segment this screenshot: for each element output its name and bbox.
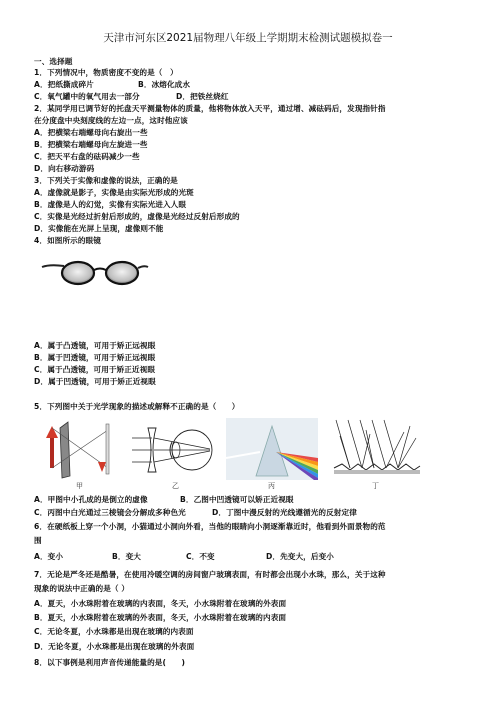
- question-7-stem-line1: 7．无论是严冬还是酷暑，在使用冷暖空调的房间窗户玻璃表面，有时都会出现小水珠，那么，关于这种: [34, 570, 386, 579]
- q5-option-ab: [34, 495, 464, 505]
- q6-options: [34, 552, 464, 562]
- q2-option-c: C．把天平右盘的砝码减少一些: [34, 152, 140, 161]
- question-2-stem-line1: 2．某同学用已调节好的托盘天平测量物体的质量，他将物体放入天平，通过增、减砝码后，发现指针指: [34, 104, 386, 113]
- question-1-stem: 1．下列情况中，物质密度不变的是（ ）: [34, 68, 178, 77]
- prism-figure: [226, 418, 318, 480]
- concave-lens-eye-figure: [130, 422, 218, 478]
- section-heading: 一、选择题: [34, 57, 73, 66]
- diffuse-reflection-figure: [330, 418, 422, 480]
- q2-option-a: A．把横梁右端螺母向右旋出一些: [34, 128, 148, 137]
- figure-label-jia: 甲: [76, 482, 83, 490]
- q6-d-text: D．先变大，后变小: [266, 552, 334, 561]
- q1-c-text: C．氧气罐中的氧气用去一部分: [34, 92, 140, 101]
- question-5-stem: 5．下列图中关于光学现象的描述或解释不正确的是（ ）: [34, 402, 240, 411]
- question-4-stem: 4．如图所示的眼镜: [34, 236, 101, 245]
- question-2-stem-line2: 在分度盘中央刻度线的左边一点，这时他应该: [34, 116, 188, 125]
- q4-option-b: B．属于凹透镜，可用于矫正远视眼: [34, 353, 156, 362]
- q3-option-d: D．实像能在光屏上呈现，虚像则不能: [34, 224, 164, 233]
- q1-option-a: [34, 80, 464, 90]
- page-title: 天津市河东区2021届物理八年级上学期期末检测试题模拟卷一: [103, 32, 393, 44]
- pinhole-figure: [38, 418, 120, 480]
- question-6-stem-line2: 围: [34, 536, 42, 545]
- q3-option-a: A．虚像就是影子，实像是由实际光形成的光斑: [34, 188, 194, 197]
- question-3-stem: 3．下列关于实像和虚像的说法，正确的是: [34, 176, 178, 185]
- figure-label-yi: 乙: [172, 482, 179, 490]
- q3-option-b: B．虚像是人的幻觉，实像有实际光进入人眼: [34, 200, 187, 209]
- q4-option-d: D．属于凹透镜，可用于矫正近视眼: [34, 377, 156, 386]
- q1-option-c: [34, 92, 464, 102]
- q6-c-text: C．不变: [186, 552, 215, 561]
- q7-option-a: A．夏天，小水珠附着在玻璃的内表面，冬天，小水珠附着在玻璃的外表面: [34, 599, 287, 608]
- question-8-stem: 8．以下事例是利用声音传递能量的是( ): [34, 658, 186, 667]
- q2-option-d: D．向右移动游码: [34, 164, 95, 173]
- q4-option-c: C．属于凸透镜，可用于矫正近视眼: [34, 365, 156, 374]
- q5-a-text: A．甲图中小孔成的是倒立的虚像: [34, 495, 148, 504]
- question-6-stem-line1: 6．在硬纸板上穿一个小洞，小猫通过小洞向外看，当他的眼睛向小洞逐渐靠近时，他看到外面景物的范: [34, 522, 386, 531]
- glasses-figure: [40, 255, 150, 291]
- figure-label-ding: 丁: [372, 482, 379, 490]
- figure-label-bing: 丙: [268, 482, 275, 490]
- q7-option-c: C．无论冬夏，小水珠都是出现在玻璃的内表面: [34, 627, 194, 636]
- q3-option-c: C．实像是光经过折射后形成的，虚像是光经过反射后形成的: [34, 212, 240, 221]
- q1-b-text: B．冰熔化成水: [138, 80, 191, 89]
- q6-b-text: B．变大: [112, 552, 141, 561]
- question-7-stem-line2: 现象的说法中正确的是（ ）: [34, 584, 130, 593]
- q5-c-text: C．丙图中白光通过三棱镜会分解成多种色光: [34, 508, 186, 517]
- q5-option-cd: [34, 508, 464, 518]
- q5-d-text: D．丁图中漫反射的光线遵循光的反射定律: [212, 508, 357, 517]
- q1-a-text: A．把纸撕成碎片: [34, 80, 94, 89]
- q2-option-b: B．把横梁右端螺母向左旋进一些: [34, 140, 148, 149]
- q5-b-text: B．乙图中凹透镜可以矫正近视眼: [180, 495, 294, 504]
- q6-a-text: A．变小: [34, 552, 64, 561]
- q7-option-b: B．夏天，小水珠附着在玻璃的外表面，冬天，小水珠附着在玻璃的内表面: [34, 613, 287, 622]
- q4-option-a: A．属于凸透镜，可用于矫正远视眼: [34, 341, 156, 350]
- q1-d-text: D．把铁丝烧红: [176, 92, 229, 101]
- q7-option-d: D．无论冬夏，小水珠都是出现在玻璃的外表面: [34, 642, 195, 651]
